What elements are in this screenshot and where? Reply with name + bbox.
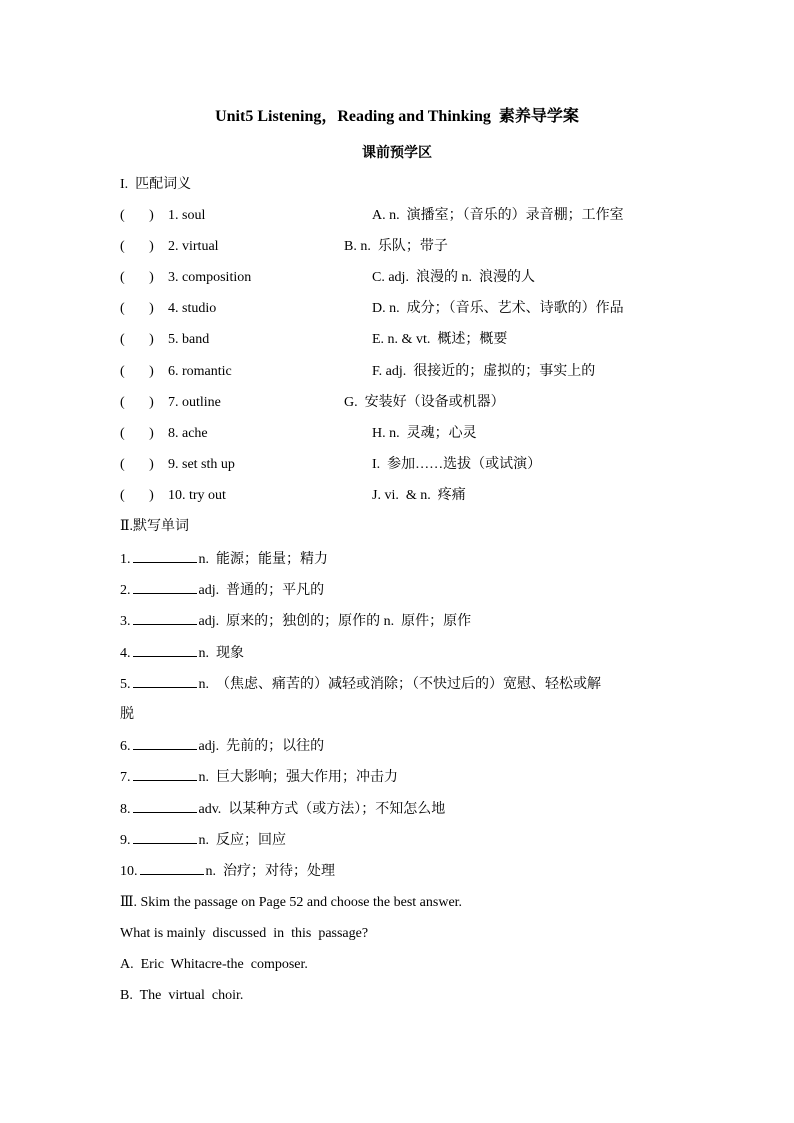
fill-blank[interactable]: [133, 735, 197, 750]
fill-blank[interactable]: [140, 860, 204, 875]
vocab-word: 2. virtual: [168, 239, 219, 255]
definition-text: adj. 先前的；以往的: [198, 739, 325, 755]
item-number: 4.: [120, 645, 131, 661]
definition-text: 脱: [120, 707, 134, 722]
item-number: 1.: [120, 552, 131, 567]
answer-parentheses[interactable]: ( ): [120, 332, 154, 348]
fill-blank[interactable]: [133, 766, 197, 781]
vocab-word: 5. band: [168, 332, 210, 348]
answer-parentheses[interactable]: ( ): [120, 270, 154, 286]
vocab-word: 10. try out: [168, 487, 226, 503]
word-meaning: E. n. & vt. 概述；概要: [372, 332, 508, 348]
item-number: 10.: [120, 864, 138, 879]
page-title: Unit5 Listening，Reading and Thinking 素养导学案: [215, 108, 579, 125]
word-meaning: J. vi. & n. 疼痛: [372, 487, 466, 503]
word-meaning: G. 安装好（设备或机器）: [344, 394, 505, 410]
definition-text: n. 治疗；对待；处理: [205, 864, 335, 879]
vocab-row: [120, 610, 471, 632]
word-meaning: F. adj. 很接近的；虚拟的；事实上的: [372, 363, 596, 379]
fill-blank[interactable]: [133, 579, 197, 594]
item-number: 6.: [120, 739, 131, 755]
definition-text: adj. 原来的；独创的；原作的 n. 原件；原作: [198, 614, 472, 630]
answer-parentheses[interactable]: ( ): [120, 487, 154, 503]
definition-text: n. 能源；能量；精力: [198, 552, 328, 567]
vocab-row: [120, 829, 286, 851]
matching-row: [0, 236, 794, 258]
fill-blank[interactable]: [133, 673, 197, 688]
word-meaning: H. n. 灵魂；心灵: [372, 425, 477, 441]
vocab-word: 7. outline: [168, 394, 221, 410]
answer-parentheses[interactable]: ( ): [120, 425, 154, 441]
vocab-row: [120, 579, 324, 601]
item-number: 9.: [120, 832, 131, 848]
section2-heading: Ⅱ.默写单词: [120, 519, 190, 534]
page-subtitle: 课前预学区: [362, 146, 432, 161]
vocab-row: [120, 548, 328, 570]
vocab-row: [120, 798, 445, 820]
vocab-word: 6. romantic: [168, 363, 232, 379]
section1-heading: I. 匹配词义: [120, 177, 192, 192]
vocab-word: 9. set sth up: [168, 456, 235, 472]
item-number: 5.: [120, 676, 131, 692]
answer-parentheses[interactable]: ( ): [120, 301, 154, 317]
item-number: 7.: [120, 770, 131, 786]
definition-text: n. （焦虑、痛苦的）减轻或消除；（不快过后的）宽慰、轻松或解: [198, 676, 601, 692]
answer-parentheses[interactable]: ( ): [120, 456, 154, 472]
word-meaning: I. 参加……选拔（或试演）: [372, 456, 542, 472]
vocab-word: 8. ache: [168, 425, 208, 441]
matching-row: [0, 392, 794, 414]
answer-parentheses[interactable]: ( ): [120, 394, 154, 410]
answer-parentheses[interactable]: ( ): [120, 239, 154, 255]
matching-row: [0, 485, 794, 507]
definition-text: adv. 以某种方式（或方法）；不知怎么地: [198, 801, 446, 817]
vocab-row: [120, 735, 324, 757]
word-meaning: C. adj. 浪漫的 n. 浪漫的人: [372, 270, 535, 286]
section3-heading: Ⅲ. Skim the passage on Page 52 and choose the best answer.: [120, 895, 463, 910]
vocab-row: [120, 642, 244, 664]
answer-parentheses[interactable]: ( ): [120, 363, 154, 379]
fill-blank[interactable]: [133, 642, 197, 657]
matching-row: [0, 267, 794, 289]
fill-blank[interactable]: [133, 548, 197, 563]
fill-blank[interactable]: [133, 610, 197, 625]
fill-blank[interactable]: [133, 829, 197, 844]
word-meaning: D. n. 成分；（音乐、艺术、诗歌的）作品: [372, 301, 624, 317]
vocab-row: [120, 860, 335, 882]
option-b: B. The virtual choir.: [120, 988, 244, 1003]
matching-row: [0, 454, 794, 476]
vocab-word: 1. soul: [168, 208, 206, 223]
item-number: 8.: [120, 801, 131, 817]
matching-row: [0, 423, 794, 445]
vocab-row: [120, 704, 134, 726]
item-number: 3.: [120, 614, 131, 630]
definition-text: n. 巨大影响；强大作用；冲击力: [198, 770, 398, 786]
definition-text: n. 反应；回应: [198, 832, 286, 848]
matching-row: [0, 298, 794, 320]
vocab-row: [120, 766, 398, 788]
answer-parentheses[interactable]: ( ): [120, 208, 154, 223]
option-a: A. Eric Whitacre-the composer.: [120, 957, 308, 972]
vocab-word: 3. composition: [168, 270, 252, 286]
question-text: What is mainly discussed in this passage?: [120, 926, 369, 941]
definition-text: n. 现象: [198, 645, 244, 661]
word-meaning: A. n. 演播室；（音乐的）录音棚；工作室: [372, 208, 624, 223]
matching-row: [0, 205, 794, 227]
item-number: 2.: [120, 583, 131, 599]
definition-text: adj. 普通的；平凡的: [198, 583, 325, 599]
matching-row: [0, 329, 794, 351]
word-meaning: B. n. 乐队；带子: [344, 239, 448, 255]
matching-row: [0, 361, 794, 383]
vocab-row: [120, 673, 601, 695]
vocab-word: 4. studio: [168, 301, 217, 317]
fill-blank[interactable]: [133, 798, 197, 813]
